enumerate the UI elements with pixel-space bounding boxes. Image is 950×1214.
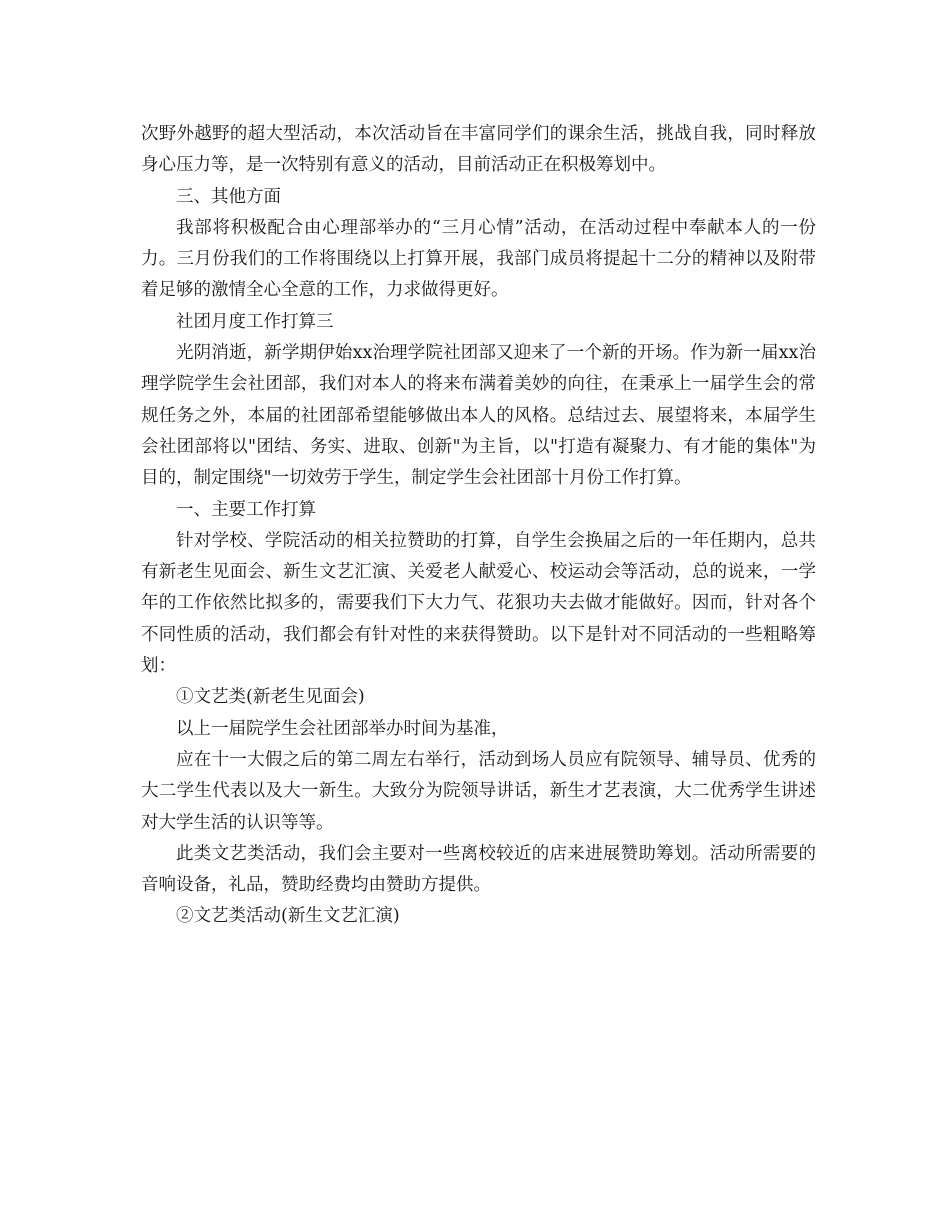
paragraph-continuation: 次野外越野的超大型活动，本次活动旨在丰富同学们的课余生活，挑战自我，同时释放身心压力等，是一次特别有意义的活动，目前活动正在积极筹划中。	[141, 124, 816, 176]
list-item-arts-meeting: ①文艺类(新老生见面会)	[176, 687, 365, 708]
section-heading-other: 三、其他方面	[176, 186, 281, 207]
section-heading-main-plan: 一、主要工作打算	[176, 499, 316, 520]
paragraph-schedule: 应在十一大假之后的第二周左右举行，活动到场人员应有院领导、辅导员、优秀的大二学生代表以及大一新生。大致分为院领导讲话，新生才艺表演，大二优秀学生讲述对大学生活的认识等等。	[141, 749, 816, 833]
section-heading-plan-three: 社团月度工作打算三	[176, 311, 334, 332]
paragraph-arts-sponsor: 此类文艺类活动，我们会主要对一些离校较近的店来进展赞助筹划。活动所需要的音响设备，礼品，赞助经费均由赞助方提供。	[141, 843, 816, 896]
paragraph-baseline: 以上一届院学生会社团部举办时间为基准，	[176, 718, 509, 739]
paragraph-sponsorship: 针对学校、学院活动的相关拉赞助的打算，自学生会换届之后的一年任期内，总共有新老生见面会、新生文艺汇演、关爱老人献爱心、校运动会等活动，总的说来，一学年的工作依然比拟多的，需要我们下大力气、花狠功夫去做才能做好。因而，针对各个不同性质的活动，我们都会有针对性的来获得赞助。以下是针对不同活动的一些粗略筹划：	[141, 530, 816, 677]
paragraph-march-mood: 我部将积极配合由心理部举办的“三月心情”活动，在活动过程中奉献本人的一份力。三月份我们的工作将围绕以上打算开展，我部门成员将提起十二分的精神以及附带着足够的激情全心全意的工作，力求做得更好。	[141, 217, 816, 301]
list-item-arts-performance: ②文艺类活动(新生文艺汇演)	[176, 906, 400, 927]
document-body	[141, 119, 816, 933]
paragraph-intro: 光阴消逝，新学期伊始xx治理学院社团部又迎来了一个新的开场。作为新一届xx治理学院学生会社团部，我们对本人的将来布满着美妙的向往，在秉承上一届学生会的常规任务之外，本届的社团部希望能够做出本人的风格。总结过去、展望将来，本届学生会社团部将以"团结、务实、进取、创新"为主旨，以"打造有凝聚力、有才能的集体"为目的，制定围绕"一切效劳于学生，制定学生会社团部十月份工作打算。	[141, 343, 816, 489]
